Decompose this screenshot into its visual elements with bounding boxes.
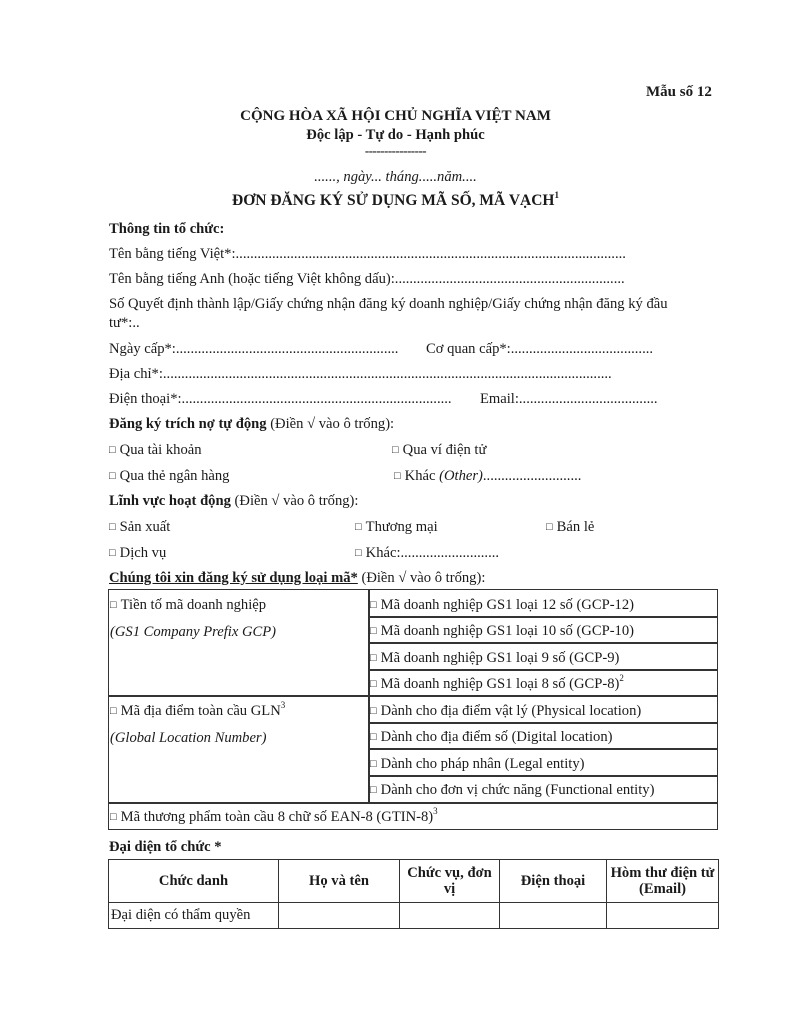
table-cell[interactable]: [607, 903, 719, 929]
gln-sublabel: (Global Location Number): [110, 730, 267, 746]
gcp-10-option[interactable]: [370, 623, 634, 640]
address-field[interactable]: Địa chỉ*:...........................................................................................................................: [109, 366, 612, 382]
nation-title: CỘNG HÒA XÃ HỘI CHỦ NGHĨA VIỆT NAM: [240, 108, 551, 124]
footnote-ref: 1: [554, 189, 559, 200]
checkbox-icon[interactable]: □: [109, 547, 116, 559]
row-divider: [368, 669, 717, 671]
footnote-ref: 2: [619, 673, 624, 684]
code-type-table: [108, 589, 718, 830]
checkbox-icon[interactable]: □: [370, 758, 377, 770]
auto-debit-option-account[interactable]: [109, 442, 202, 459]
motto: Độc lập - Tự do - Hạnh phúc: [306, 127, 485, 143]
checkbox-icon[interactable]: □: [394, 470, 401, 482]
footnote-ref: 3: [433, 806, 438, 817]
table-cell[interactable]: [400, 903, 500, 929]
checkbox-icon[interactable]: □: [370, 784, 377, 796]
code-type-heading: [109, 570, 485, 587]
auto-debit-option-card[interactable]: [109, 468, 229, 485]
option-label: Khác:...........................: [365, 545, 500, 561]
field-option-service[interactable]: [109, 545, 166, 562]
gcp-option[interactable]: [110, 597, 266, 614]
auto-debit-heading: [109, 416, 394, 433]
row-divider: [368, 775, 717, 777]
option-label: Qua ví điện tử: [402, 442, 487, 458]
field-heading: [109, 493, 358, 510]
representative-table: [108, 859, 719, 929]
code-type-instruction: (Điền √ vào ô trống):: [357, 570, 486, 586]
option-label: Sản xuất: [119, 519, 171, 535]
auto-debit-instruction: (Điền √ vào ô trống):: [266, 416, 395, 432]
option-label: Dành cho địa điểm số (Digital location): [380, 729, 613, 745]
option-label: Dành cho pháp nhân (Legal entity): [380, 756, 585, 772]
form-title: [0, 189, 791, 210]
email-field[interactable]: Email:......................................: [480, 391, 658, 407]
option-label: Qua tài khoản: [119, 442, 202, 458]
gln-physical-option[interactable]: [370, 703, 641, 720]
code-type-heading-text: Chúng tôi xin đăng ký sử dụng loại mã*: [109, 570, 358, 586]
field-instruction: (Điền √ vào ô trống):: [230, 493, 359, 509]
representative-heading: Đại diện tổ chức *: [109, 839, 222, 855]
checkbox-icon[interactable]: □: [109, 470, 116, 482]
option-label: Mã doanh nghiệp GS1 loại 8 số (GCP-8): [380, 676, 620, 692]
other-dots[interactable]: ...........................: [482, 468, 582, 484]
row-divider: [368, 642, 717, 644]
gln-option[interactable]: [110, 700, 286, 720]
checkbox-icon[interactable]: □: [392, 444, 399, 456]
gcp-9-option[interactable]: [370, 650, 619, 667]
option-label: Mã thương phẩm toàn cầu 8 chữ số EAN-8 (GTIN-8): [120, 809, 434, 825]
date-line: ......, ngày... tháng.....năm....: [314, 169, 477, 185]
row-divider: [109, 695, 717, 697]
column-header: Họ và tên: [279, 860, 400, 903]
field-heading-text: Lĩnh vực hoạt động: [109, 493, 231, 509]
column-header: Hòm thư điện tử (Email): [607, 860, 719, 903]
option-label: Thương mại: [365, 519, 438, 535]
issue-date-field[interactable]: Ngày cấp*:.............................................................: [109, 341, 399, 357]
option-label: Mã doanh nghiệp GS1 loại 9 số (GCP-9): [380, 650, 620, 666]
table-cell[interactable]: [500, 903, 607, 929]
option-label: Khác: [404, 468, 440, 484]
checkbox-icon[interactable]: □: [109, 521, 116, 533]
option-label: Mã doanh nghiệp GS1 loại 10 số (GCP-10): [380, 623, 635, 639]
checkbox-icon[interactable]: □: [109, 444, 116, 456]
checkbox-icon[interactable]: □: [370, 678, 377, 690]
gcp-12-option[interactable]: [370, 597, 634, 614]
field-option-retail[interactable]: [546, 519, 594, 536]
checkbox-icon[interactable]: □: [110, 599, 117, 611]
checkbox-icon[interactable]: □: [370, 705, 377, 717]
checkbox-icon[interactable]: □: [370, 731, 377, 743]
org-info-heading: Thông tin tổ chức:: [109, 221, 225, 237]
footnote-ref: 3: [280, 700, 286, 711]
gln-legal-option[interactable]: [370, 756, 585, 773]
checkbox-icon[interactable]: □: [355, 547, 362, 559]
checkbox-icon[interactable]: □: [370, 625, 377, 637]
row-divider: [368, 722, 717, 724]
field-option-production[interactable]: [109, 519, 170, 536]
gcp-sublabel: (GS1 Company Prefix GCP): [110, 624, 277, 640]
checkbox-icon[interactable]: □: [370, 652, 377, 664]
checkbox-icon[interactable]: □: [546, 521, 553, 533]
table-row: [109, 903, 719, 929]
form-number: Mẫu số 12: [646, 84, 712, 100]
option-label: Mã doanh nghiệp GS1 loại 12 số (GCP-12): [380, 597, 635, 613]
ean8-option[interactable]: [110, 806, 438, 826]
gln-functional-option[interactable]: [370, 782, 654, 799]
option-label: Qua thẻ ngân hàng: [119, 468, 230, 484]
table-cell[interactable]: [279, 903, 400, 929]
row-divider: [368, 748, 717, 750]
name-vi-field[interactable]: Tên bằng tiếng Việt*:...........................................................................................................: [109, 246, 626, 262]
option-label-italic: (Other): [439, 468, 483, 484]
checkbox-icon[interactable]: □: [355, 521, 362, 533]
column-header: Chức vụ, đơn vị: [400, 860, 500, 903]
field-option-trade[interactable]: [355, 519, 438, 536]
gcp-label: Tiền tố mã doanh nghiệp: [120, 597, 267, 613]
phone-field[interactable]: Điện thoại*:..........................................................................: [109, 391, 452, 407]
auto-debit-option-ewallet[interactable]: [392, 442, 486, 459]
gcp-8-option[interactable]: [370, 673, 624, 693]
table-cell: Đại diện có thẩm quyền: [109, 903, 279, 929]
checkbox-icon[interactable]: □: [370, 599, 377, 611]
option-label: Dịch vụ: [119, 545, 167, 561]
form-title-text: ĐƠN ĐĂNG KÝ SỬ DỤNG MÃ SỐ, MÃ VẠCH: [232, 192, 555, 209]
decision-number-field-cont[interactable]: tư*:..: [109, 315, 140, 331]
checkbox-icon[interactable]: □: [110, 705, 117, 717]
column-header: Chức danh: [109, 860, 279, 903]
name-en-field[interactable]: Tên bằng tiếng Anh (hoặc tiếng Việt không dấu):...............................................................: [109, 271, 625, 287]
auto-debit-heading-text: Đăng ký trích nợ tự động: [109, 416, 267, 432]
checkbox-icon[interactable]: □: [110, 811, 117, 823]
field-option-other[interactable]: [355, 545, 499, 562]
column-header: Điện thoại: [500, 860, 607, 903]
table-header-row: [109, 860, 719, 903]
separator: ----------------: [364, 143, 427, 158]
decision-number-field[interactable]: Số Quyết định thành lập/Giấy chứng nhận đăng ký doanh nghiệp/Giấy chứng nhận đăng ký đầu: [109, 296, 668, 312]
gln-label: Mã địa điểm toàn cầu GLN: [120, 703, 281, 719]
auto-debit-option-other[interactable]: [394, 468, 581, 485]
option-label: Bán lẻ: [556, 519, 595, 535]
row-divider: [368, 616, 717, 618]
issuer-field[interactable]: Cơ quan cấp*:.......................................: [426, 341, 654, 357]
option-label: Dành cho địa điểm vật lý (Physical location): [380, 703, 642, 719]
option-label: Dành cho đơn vị chức năng (Functional entity): [380, 782, 655, 798]
gln-digital-option[interactable]: [370, 729, 612, 746]
row-divider: [109, 802, 717, 804]
